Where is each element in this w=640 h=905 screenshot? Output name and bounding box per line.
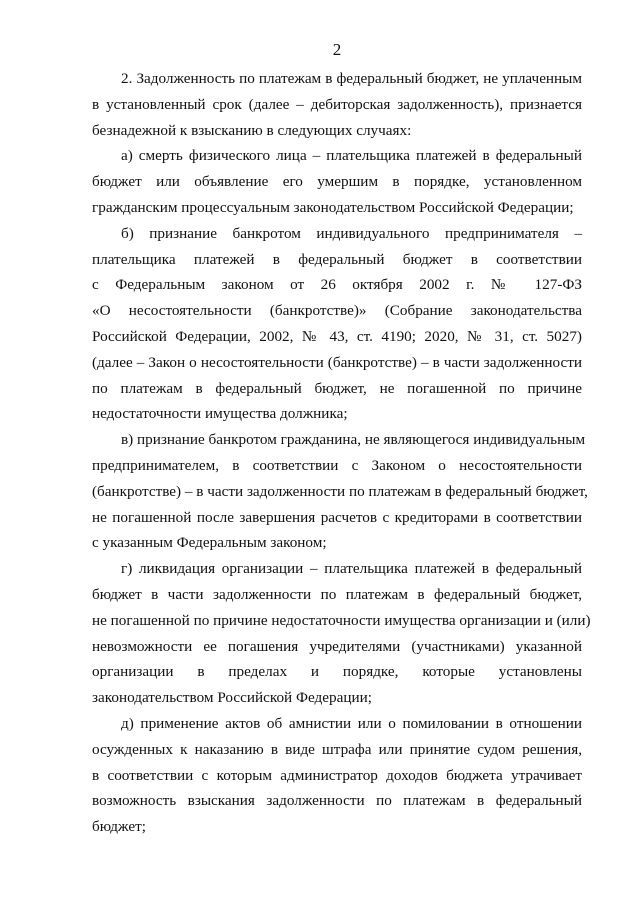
text-line: предпринимателем, в соответствии с Законом о несостоятельности — [92, 456, 582, 474]
text-line: в) признание банкротом гражданина, не являющегося индивидуальным — [121, 431, 586, 449]
paragraph-subitem-d — [92, 711, 582, 840]
text-line: Российской Федерации, 2002, № 43, ст. 4190; 2020, № 31, ст. 5027) — [92, 327, 582, 345]
text-line: б) признание банкротом индивидуального предпринимателя – — [121, 224, 582, 242]
text-line: невозможности ее погашения учредителями (участниками) указанной — [92, 637, 582, 655]
paragraph-subitem-b — [92, 221, 582, 427]
paragraph-item-2 — [92, 66, 582, 143]
text-line: плательщика платежей в федеральный бюджет в соответствии — [92, 250, 582, 268]
text-line: гражданским процессуальным законодательством Российской Федерации; — [92, 198, 574, 216]
text-line: 2. Задолженность по платежам в федеральный бюджет, не уплаченным — [121, 70, 582, 87]
text-line: (далее – Закон о несостоятельности (банкротстве) – в части задолженности — [92, 353, 582, 371]
text-line: в установленный срок (далее – дебиторская задолженность), признается — [92, 95, 582, 113]
text-line: организации в пределах и порядке, которые установлены — [92, 663, 582, 681]
paragraph-subitem-a — [92, 143, 582, 220]
text-line: а) смерть физического лица – плательщика платежей в федеральный — [121, 147, 582, 165]
text-line: бюджет в части задолженности по платежам в федеральный бюджет, — [92, 585, 582, 603]
text-line: не погашенной после завершения расчетов с кредиторами в соответствии — [92, 508, 582, 526]
text-line: бюджет; — [92, 818, 146, 836]
text-line: возможность взыскания задолженности по платежам в федеральный — [92, 792, 582, 810]
document-page — [92, 0, 591, 905]
text-line: законодательством Российской Федерации; — [92, 689, 372, 707]
text-line: безнадежной к взысканию в следующих случаях: — [92, 121, 412, 139]
text-line: (банкротстве) – в части задолженности по платежам в федеральный бюджет, — [92, 482, 588, 500]
text-line: г) ликвидация организации – плательщика платежей в федеральный — [121, 560, 582, 578]
page-number: 2 — [332, 40, 342, 59]
paragraph-subitem-v — [92, 427, 588, 556]
text-line: в соответствии с которым администратор доходов бюджета утрачивает — [92, 766, 582, 784]
text-line: по платежам в федеральный бюджет, не погашенной по причине — [92, 379, 582, 397]
text-line: с Федеральным законом от 26 октября 2002 г. № 127-ФЗ — [92, 276, 582, 294]
text-line: с указанным Федеральным законом; — [92, 534, 327, 552]
paragraph-subitem-g — [92, 556, 591, 711]
text-line: бюджет или объявление его умершим в порядке, установленном — [92, 173, 582, 191]
text-line: д) применение актов об амнистии или о помиловании в отношении — [121, 714, 582, 732]
text-line: «О несостоятельности (банкротстве)» (Собрание законодательства — [92, 302, 582, 320]
text-line: не погашенной по причине недостаточности имущества организации и (или) — [92, 611, 591, 629]
text-line: осужденных к наказанию в виде штрафа или принятие судом решения, — [92, 740, 582, 758]
text-line: недостаточности имущества должника; — [92, 405, 348, 423]
document-body — [92, 66, 591, 840]
